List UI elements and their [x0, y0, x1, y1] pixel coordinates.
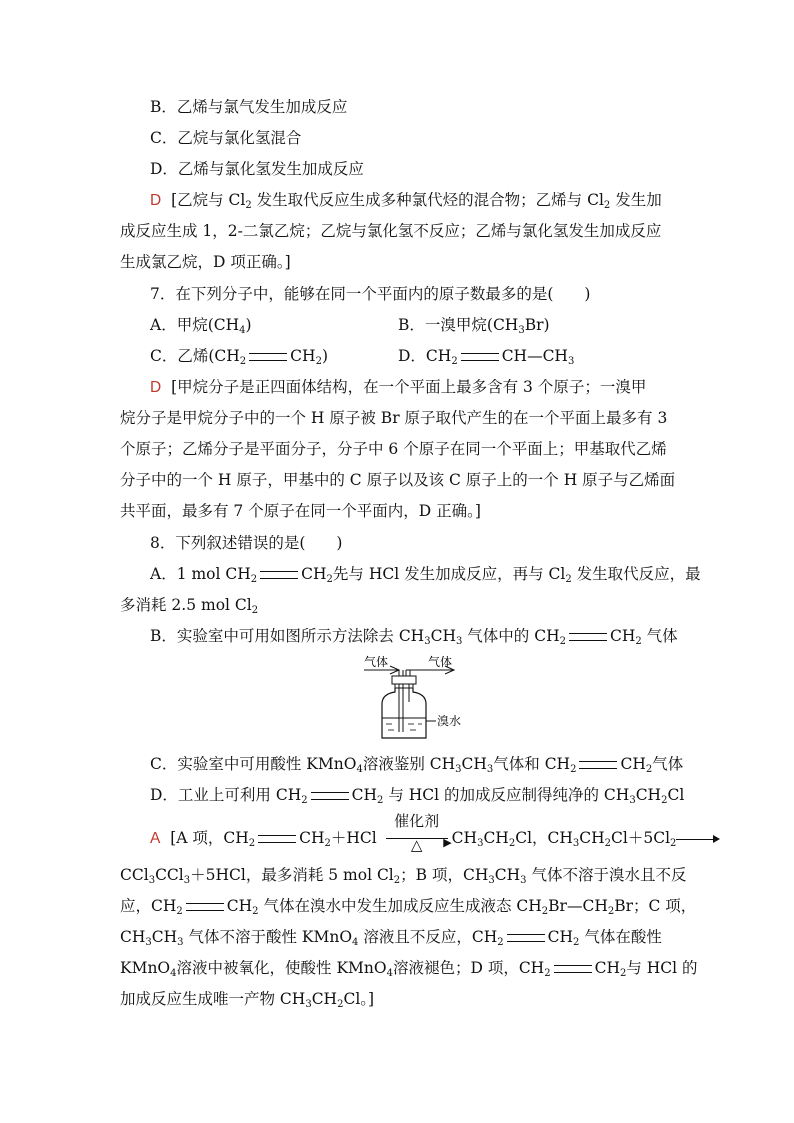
- text: C．乙烯(CH: [150, 347, 240, 365]
- text: Cl。]: [343, 990, 375, 1008]
- sub: 2: [661, 795, 668, 806]
- catalyst-label: 催化剂: [394, 812, 440, 830]
- sub: 3: [486, 764, 494, 775]
- sub: 2: [451, 356, 458, 367]
- sub: 2: [635, 636, 642, 647]
- sub: 4: [239, 325, 246, 336]
- text: 溶液鉴别 CH: [362, 755, 456, 773]
- sub: 2: [377, 795, 384, 806]
- text: 溶液且不反应，CH: [363, 928, 498, 946]
- text: CH: [461, 755, 487, 773]
- q8-option-a-line1: [150, 564, 701, 584]
- double-bond: [311, 792, 349, 800]
- q8-explanation-line6: [120, 989, 374, 1009]
- text: 气体和 CH: [493, 755, 571, 773]
- text: 发生加: [615, 191, 662, 209]
- text: ＋HCl: [330, 829, 377, 847]
- q6-explanation-line2: 成反应生成 1，2-二氯乙烷；乙烷与氯化氢不反应；乙烯与氯化氢发生加成反应: [120, 222, 662, 240]
- sub: 4: [386, 968, 393, 979]
- sub: 2: [252, 906, 259, 917]
- text: CH: [594, 959, 620, 977]
- text: 气体不溶于酸性 KMnO: [188, 928, 353, 946]
- sub: 2: [508, 838, 516, 849]
- text: 气体: [646, 627, 678, 645]
- sub: 4: [352, 937, 359, 948]
- sub: 2: [544, 968, 551, 979]
- text: CH: [311, 990, 338, 1008]
- text: [乙烷与 Cl: [171, 191, 246, 209]
- q6-option-c: C．乙烷与氯化氢混合: [150, 129, 302, 147]
- sub: 2: [670, 838, 677, 849]
- sub: 2: [645, 764, 653, 775]
- text: CH—CH: [501, 347, 568, 365]
- q6-explanation-line1: [150, 190, 662, 211]
- sub: 3: [455, 764, 462, 775]
- sub: 2: [573, 937, 580, 948]
- sub: 2: [248, 838, 256, 849]
- q8-option-c: [150, 754, 683, 774]
- bromine-water-label: 溴水: [437, 714, 462, 728]
- q7-option-d: [398, 346, 574, 366]
- text: 多消耗 2.5 mol Cl: [120, 596, 252, 614]
- sub: 2: [559, 636, 566, 647]
- text: CH: [547, 928, 574, 946]
- double-bond: [569, 633, 607, 641]
- q7-option-a: [150, 315, 252, 335]
- text: B．实验室中可用如图所示方法除去 CH: [150, 627, 425, 645]
- text: [A 项，CH: [170, 829, 249, 847]
- text: 溶液褪色；D 项，CH: [392, 959, 545, 977]
- q7-stem: 7．在下列分子中，能够在同一个平面内的原子数最多的是( ): [150, 285, 591, 303]
- text: 加成反应生成唯一产物 CH: [120, 990, 306, 1008]
- sub: 2: [251, 605, 259, 616]
- gas-in-label: 气体: [364, 655, 389, 669]
- sub: 3: [305, 999, 312, 1010]
- text: ): [245, 316, 252, 334]
- sub: 2: [603, 200, 611, 211]
- text: CCl: [155, 866, 184, 884]
- text: CH: [290, 347, 316, 365]
- text: 气体不溶于溴水且不反: [531, 866, 687, 884]
- heat-label: △: [410, 836, 423, 854]
- double-bond: [186, 903, 224, 911]
- q8-explanation-line3: [120, 896, 696, 916]
- q8-stem: 8．下列叙述错误的是( ): [150, 534, 343, 552]
- sub: 3: [520, 875, 527, 886]
- sub: 2: [245, 200, 252, 211]
- text: [甲烷分子是正四面体结构，在一个平面上最多含有 3 个原子；一溴甲: [171, 378, 647, 396]
- double-bond: [249, 353, 287, 361]
- text: 先与 HCl 发生加成反应，再与 Cl: [332, 565, 566, 583]
- q7-explanation-line2: 烷分子是甲烷分子中的一个 H 原子被 Br 原子取代产生的在一个平面上最多有 3: [120, 409, 668, 427]
- q8-option-a-line2: [120, 595, 258, 615]
- sub: 3: [424, 636, 431, 647]
- text: CH: [151, 928, 178, 946]
- sub: 3: [488, 875, 495, 886]
- sub: 3: [518, 325, 525, 336]
- text: 与 HCl 的加成反应制得纯净的 CH: [388, 786, 630, 804]
- text: 气体在溴水中发生加成反应生成液态 CH: [263, 897, 542, 915]
- text: CH: [635, 786, 662, 804]
- q7-explanation-line1: [150, 377, 646, 398]
- text: Br): [524, 316, 550, 334]
- text: KMnO: [120, 959, 171, 977]
- reaction-arrow-icon: [676, 839, 718, 840]
- sub: 2: [337, 999, 344, 1010]
- q7-explanation-line4: 分子中的一个 H 原子，甲基中的 C 原子以及该 C 原子上的一个 H 原子与乙烯面: [120, 471, 676, 489]
- sub: 2: [393, 875, 401, 886]
- text: CH: [430, 627, 456, 645]
- text: Br；C 项，: [614, 897, 697, 915]
- text: CH: [451, 829, 478, 847]
- sub: 2: [541, 906, 549, 917]
- q7-answer: D: [150, 379, 162, 396]
- sub: 2: [239, 356, 247, 367]
- double-bond: [554, 965, 592, 973]
- double-bond: [579, 761, 617, 769]
- text: 应，CH: [120, 897, 177, 915]
- sub: 4: [170, 968, 177, 979]
- sub: 3: [629, 795, 636, 806]
- sub: 2: [324, 838, 331, 849]
- sub: 3: [177, 937, 184, 948]
- text: CH: [620, 755, 646, 773]
- q6-option-b: B．乙烯与氯气发生加成反应: [150, 98, 348, 116]
- q6-option-d: D．乙烯与氯化氢发生加成反应: [150, 160, 364, 178]
- sub: 2: [315, 356, 322, 367]
- text: 气体中的 CH: [467, 627, 560, 645]
- text: CH: [579, 829, 605, 847]
- sub: 2: [250, 574, 258, 585]
- q8-answer: A: [150, 830, 161, 847]
- text: Cl: [667, 786, 685, 804]
- text: ＋5HCl，最多消耗 5 mol Cl: [190, 866, 394, 884]
- text: Cl＋5Cl: [611, 829, 671, 847]
- q7-explanation-line3: 个原子；乙烯分子是平面分子，分子中 6 个原子在同一个平面上；甲基取代乙烯: [120, 440, 667, 458]
- sub: 3: [477, 838, 484, 849]
- sub: 3: [148, 875, 156, 886]
- arrow-head-icon: ▶: [443, 836, 452, 849]
- sub: 2: [497, 937, 504, 948]
- sub: 2: [619, 968, 627, 979]
- double-bond: [260, 571, 298, 579]
- text: 发生取代反应生成多种氯代烃的混合物；乙烯与 Cl: [256, 191, 604, 209]
- text: D．工业上可利用 CH: [150, 786, 302, 804]
- sub: 2: [565, 574, 572, 585]
- text: CH: [299, 829, 325, 847]
- text: CH: [120, 928, 146, 946]
- q7-explanation-line5: 共平面，最多有 7 个原子在同一个平面内，D 正确。]: [120, 502, 481, 520]
- sub: 2: [176, 906, 183, 917]
- text: CH: [351, 786, 377, 804]
- sub: 3: [455, 636, 463, 647]
- sub: 2: [326, 574, 333, 585]
- text: CH: [226, 897, 253, 915]
- gas-washing-bottle-diagram: [362, 654, 472, 744]
- q6-answer: D: [150, 192, 162, 209]
- text: Cl，CH: [515, 829, 573, 847]
- sub: 3: [145, 937, 152, 948]
- text: CH: [494, 866, 521, 884]
- text: ；B 项，CH: [400, 866, 489, 884]
- sub: 3: [183, 875, 191, 886]
- q8-explanation-line4: [120, 927, 662, 947]
- q7-option-c: [150, 346, 328, 366]
- text: C．实验室中可用酸性 KMnO: [150, 755, 357, 773]
- text: CH: [609, 627, 636, 645]
- gas-out-label: 气体: [428, 655, 453, 669]
- text: CCl: [120, 866, 149, 884]
- sub: 3: [567, 356, 575, 367]
- q8-explanation-line2: [120, 865, 686, 885]
- sub: 3: [572, 838, 580, 849]
- text: A．1 mol CH: [150, 565, 251, 583]
- text: CH: [483, 829, 509, 847]
- text: 气体在酸性: [584, 928, 662, 946]
- q8-option-b: [150, 626, 678, 646]
- double-bond: [507, 934, 545, 942]
- text: 溶液中被氧化，使酸性 KMnO: [176, 959, 387, 977]
- reaction-condition-arrow: [382, 812, 452, 854]
- text: A．甲烷(CH: [150, 316, 240, 334]
- q6-explanation-line3: 生成氯乙烷，D 项正确。]: [120, 253, 291, 271]
- double-bond: [258, 835, 296, 843]
- q8-explanation-line5: [120, 958, 698, 978]
- text: ): [321, 347, 328, 365]
- text: 与 HCl 的: [626, 959, 698, 977]
- text: 发生取代反应，最: [576, 565, 701, 583]
- sub: 2: [570, 764, 577, 775]
- sub: 4: [356, 764, 363, 775]
- double-bond: [461, 353, 499, 361]
- q8-option-d: [150, 785, 684, 805]
- sub: 2: [607, 906, 615, 917]
- text: B．一溴甲烷(CH: [398, 316, 519, 334]
- q7-option-b: [398, 315, 550, 335]
- sub: 2: [604, 838, 612, 849]
- q8-explanation-line1: [150, 812, 718, 854]
- text: Br—CH: [548, 897, 608, 915]
- text: 气体: [652, 755, 684, 773]
- sub: 2: [301, 795, 308, 806]
- text: CH: [301, 565, 327, 583]
- text: D．CH: [398, 347, 452, 365]
